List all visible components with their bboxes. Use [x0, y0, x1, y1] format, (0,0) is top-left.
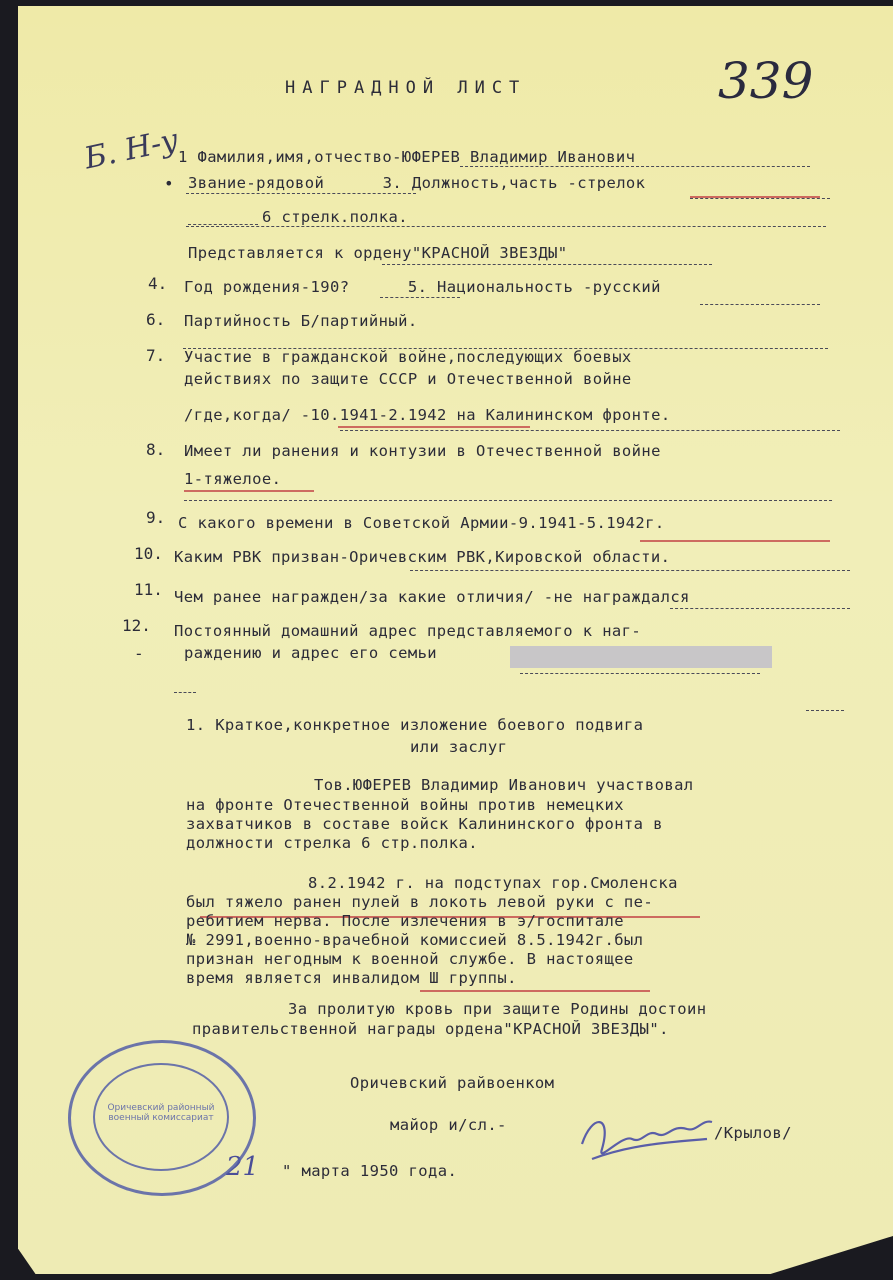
field-conscription: Каким РВК призван-Оричевским РВК,Кировской области. — [174, 548, 671, 566]
field-nomination: Представляется к ордену"КРАСНОЙ ЗВЕЗДЫ" — [188, 244, 568, 262]
narrative-line: время является инвалидом Ш группы. — [186, 969, 517, 987]
narrative-line: признан негодным к военной службе. В настоящее — [186, 950, 634, 968]
divider — [690, 198, 830, 199]
signature — [572, 1104, 722, 1174]
field-participation-3: /где,когда/ -10.1941-2.1942 на Калининском фронте. — [184, 406, 671, 424]
section-title-cont: или заслуг — [410, 738, 508, 756]
signatory-office: Оричевский райвоенком — [350, 1074, 555, 1092]
divider — [184, 500, 832, 501]
item-number: 9. — [146, 508, 166, 527]
redacted-address — [510, 646, 772, 668]
field-party: Партийность Б/партийный. — [184, 312, 418, 330]
stamp-text: Оричевский районный военный комиссариат — [107, 1103, 215, 1123]
field-full-name: 1 Фамилия,имя,отчество-ЮФЕРЕВ Владимир Иванович — [178, 148, 636, 166]
field-address-1: Постоянный домашний адрес представляемого к наг- — [174, 622, 642, 640]
field-birth-nationality: Год рождения-190? 5. Национальность -русский — [184, 278, 661, 296]
divider — [186, 226, 826, 227]
margin-note: Б. Н-у — [81, 122, 182, 177]
field-participation-2: действиях по защите СССР и Отечественной войне — [184, 370, 632, 388]
narrative-line: 8.2.1942 г. на подступах гор.Смоленска — [308, 874, 678, 892]
narrative-line: № 2991,военно-врачебной комиссией 8.5.1942г.был — [186, 931, 644, 949]
divider — [670, 608, 850, 609]
red-underline — [338, 426, 530, 428]
item-number: 8. — [146, 440, 166, 459]
narrative-line: За пролитую кровь при защите Родины достоин — [288, 1000, 707, 1018]
field-participation-1: Участие в гражданской войне,последующих боевых — [184, 348, 632, 366]
divider — [340, 430, 840, 431]
divider — [520, 673, 760, 674]
item-number: 7. — [146, 346, 166, 365]
narrative-line: был тяжело ранен пулей в локоть левой руки с пе- — [186, 893, 654, 911]
field-address-2: раждению и адрес его семьи — [184, 644, 438, 662]
document-title: НАГРАДНОЙ ЛИСТ — [285, 78, 527, 98]
field-previous-awards: Чем ранее награжден/за какие отличия/ -не награждался — [174, 588, 690, 606]
divider — [700, 304, 820, 305]
item-number: 11. — [134, 580, 163, 599]
narrative-line: захватчиков в составе войск Калининского фронта в — [186, 815, 663, 833]
red-underline — [184, 490, 314, 492]
item-number: 6. — [146, 310, 166, 329]
item-number: • — [164, 174, 174, 193]
date-day: 21 — [226, 1152, 260, 1182]
field-wounds-2: 1-тяжелое. — [184, 470, 282, 488]
narrative-line: правительственной награды ордена"КРАСНОЙ ЗВЕЗДЫ". — [192, 1020, 669, 1038]
divider — [174, 692, 196, 693]
narrative-line: должности стрелка 6 стр.полка. — [186, 834, 478, 852]
section-title: 1. Краткое,конкретное изложение боевого подвига — [186, 716, 644, 734]
divider — [460, 166, 810, 167]
divider — [806, 710, 844, 711]
field-army-since: С какого времени в Советской Армии-9.1941-5.1942г. — [178, 514, 665, 532]
document-number: 339 — [718, 52, 814, 110]
official-stamp — [68, 1040, 256, 1196]
item-number: - — [134, 644, 144, 663]
narrative-line: ребитием нерва. После излечения в э/госпитале — [186, 912, 624, 930]
signatory-rank: майор и/сл.- — [390, 1116, 507, 1134]
narrative-line: на фронте Отечественной войны против немецких — [186, 796, 624, 814]
divider — [382, 264, 712, 265]
divider — [188, 224, 258, 225]
item-number: 12. — [122, 616, 151, 635]
red-underline — [640, 540, 830, 542]
item-number: 10. — [134, 544, 163, 563]
field-rank-position: Звание-рядовой 3. Должность,часть -стрелок — [188, 174, 646, 192]
signatory-name: /Крылов/ — [714, 1124, 792, 1142]
divider — [186, 193, 416, 194]
narrative-line: Тов.ЮФЕРЕВ Владимир Иванович участвовал — [314, 776, 694, 794]
field-regiment: 6 стрелк.полка. — [262, 208, 408, 226]
red-underline — [420, 990, 650, 992]
document-date: " марта 1950 года. — [282, 1162, 458, 1180]
field-wounds-1: Имеет ли ранения и контузии в Отечественной войне — [184, 442, 661, 460]
item-number: 4. — [148, 274, 168, 293]
divider — [410, 570, 850, 571]
divider — [380, 297, 460, 298]
